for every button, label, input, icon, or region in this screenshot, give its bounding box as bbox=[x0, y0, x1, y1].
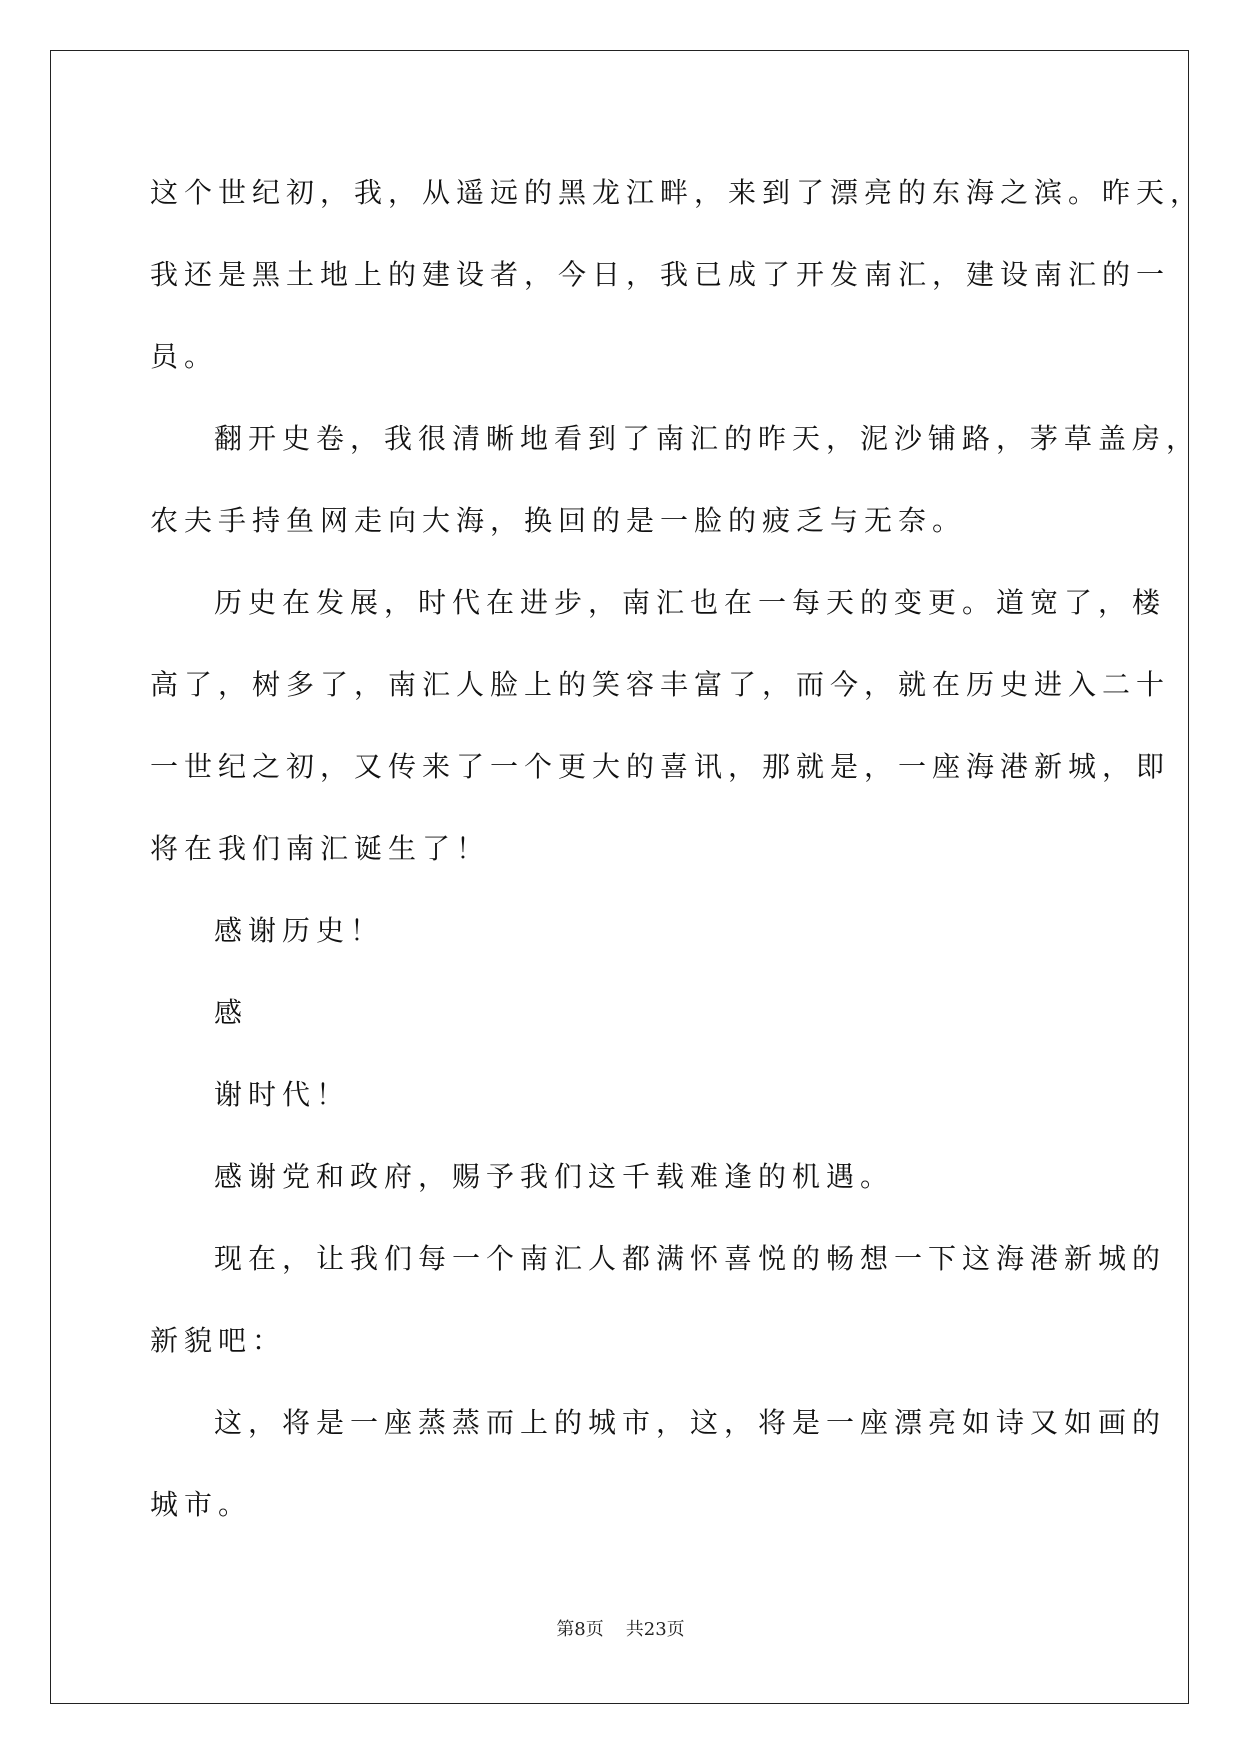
text-line-8: 一世纪之初，又传来了一个更大的喜讯，那就是，一座海港新城，即 bbox=[150, 750, 1171, 783]
text-line-7: 高了，树多了，南汇人脸上的笑容丰富了，而今，就在历史进入二十 bbox=[150, 668, 1171, 701]
text-line-3: 员。 bbox=[150, 340, 219, 373]
text-line-2: 我还是黑土地上的建设者，今日，我已成了开发南汇，建设南汇的一 bbox=[150, 258, 1171, 291]
text-line-1: 这个世纪初，我，从遥远的黑龙江畔，来到了漂亮的东海之滨。昨天， bbox=[150, 176, 1205, 209]
page-number: 第8页 bbox=[556, 1619, 604, 1640]
text-line-16: 这，将是一座蒸蒸而上的城市，这，将是一座漂亮如诗又如画的 bbox=[214, 1406, 1167, 1439]
page-total: 共23页 bbox=[625, 1619, 685, 1640]
text-line-11: 感 bbox=[214, 996, 249, 1029]
text-line-14: 现在，让我们每一个南汇人都满怀喜悦的畅想一下这海港新城的 bbox=[214, 1242, 1167, 1275]
text-line-17: 城市。 bbox=[150, 1488, 253, 1521]
text-line-15: 新貌吧： bbox=[150, 1324, 287, 1357]
text-line-6: 历史在发展，时代在进步，南汇也在一每天的变更。道宽了，楼 bbox=[214, 586, 1167, 619]
text-line-4: 翻开史卷，我很清晰地看到了南汇的昨天，泥沙铺路，茅草盖房， bbox=[214, 422, 1201, 455]
text-line-13: 感谢党和政府，赐予我们这千载难逢的机遇。 bbox=[214, 1160, 895, 1193]
page-footer bbox=[0, 1615, 1241, 1641]
text-line-12: 谢时代！ bbox=[214, 1078, 351, 1111]
document-body bbox=[150, 152, 1205, 1546]
text-line-5: 农夫手持鱼网走向大海，换回的是一脸的疲乏与无奈。 bbox=[150, 504, 967, 537]
text-line-9: 将在我们南汇诞生了！ bbox=[150, 832, 491, 865]
text-line-10: 感谢历史！ bbox=[214, 914, 385, 947]
